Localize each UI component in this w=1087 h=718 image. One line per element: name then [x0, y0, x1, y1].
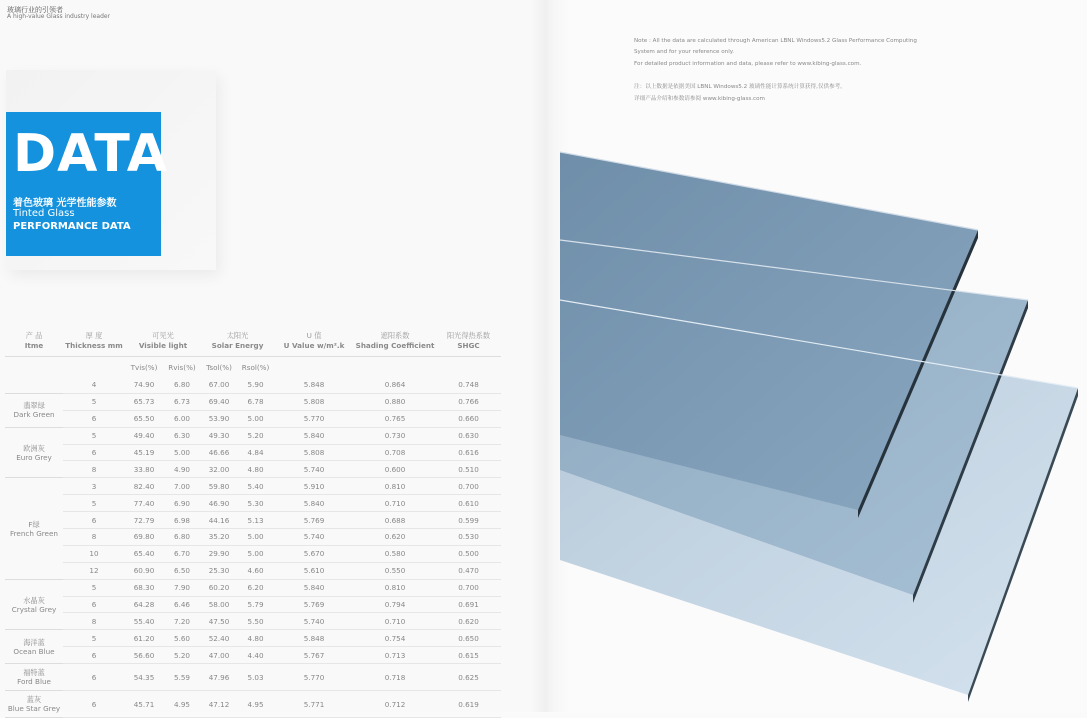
- shading-coefficient-cell: 0.765: [354, 410, 436, 427]
- header-visible-light: 可见光 Visible light: [138, 331, 188, 350]
- thickness-cell: 8: [63, 529, 125, 546]
- thickness-cell: 6: [63, 664, 125, 691]
- u-value-cell: 5.670: [274, 545, 354, 562]
- shgc-cell: 0.660: [436, 410, 501, 427]
- shading-coefficient-cell: 0.712: [354, 691, 436, 718]
- tsol-cell: 49.30: [201, 427, 237, 444]
- tsol-cell: 59.80: [201, 478, 237, 495]
- table-row: [5, 377, 501, 393]
- shgc-cell: 0.748: [436, 377, 501, 393]
- shgc-cell: 0.650: [436, 630, 501, 647]
- rsol-cell: 5.20: [237, 427, 274, 444]
- tvis-cell: 54.35: [125, 664, 163, 691]
- shgc-cell: 0.700: [436, 478, 501, 495]
- data-subtitle-en: Tinted Glass: [13, 208, 75, 219]
- note-en-line3: For detailed product information and data, please refer to www.kibing-glass.com.: [634, 61, 862, 67]
- note-en-line2: System and for your reference only.: [634, 49, 735, 55]
- u-value-cell: 5.769: [274, 596, 354, 613]
- tvis-cell: 56.60: [125, 647, 163, 664]
- tvis-cell: 60.90: [125, 562, 163, 579]
- product-name-en: Blue Star Grey: [7, 704, 61, 714]
- shading-coefficient-cell: 0.794: [354, 596, 436, 613]
- tvis-cell: 77.40: [125, 495, 163, 512]
- thickness-cell: 3: [63, 478, 125, 495]
- tvis-cell: 61.20: [125, 630, 163, 647]
- rvis-cell: 6.90: [163, 495, 201, 512]
- data-title-box: [6, 112, 169, 256]
- table-row: [5, 512, 501, 529]
- tvis-cell: 74.90: [125, 377, 163, 393]
- header-solar-energy: 太阳光 Solar Energy: [211, 331, 264, 350]
- product-name-zh: F绿: [28, 519, 40, 529]
- shading-coefficient-cell: 0.580: [354, 545, 436, 562]
- shading-coefficient-cell: 0.710: [354, 613, 436, 630]
- product-name-en: Crystal Grey: [11, 604, 57, 614]
- u-value-cell: 5.840: [274, 427, 354, 444]
- table-row: [5, 545, 501, 562]
- rvis-cell: 6.70: [163, 545, 201, 562]
- shading-coefficient-cell: 0.620: [354, 529, 436, 546]
- thickness-cell: 6: [63, 410, 125, 427]
- u-value-cell: 5.740: [274, 529, 354, 546]
- shading-coefficient-cell: 0.880: [354, 393, 436, 410]
- tvis-cell: 45.19: [125, 444, 163, 461]
- product-name-en: French Green: [10, 528, 58, 538]
- rsol-cell: 5.40: [237, 478, 274, 495]
- shgc-cell: 0.510: [436, 461, 501, 478]
- thickness-cell: 5: [63, 495, 125, 512]
- rsol-cell: 5.50: [237, 613, 274, 630]
- subheader-tvis: Tvis(%): [125, 357, 163, 378]
- rsol-cell: 4.84: [237, 444, 274, 461]
- u-value-cell: 5.848: [274, 377, 354, 393]
- table-row: [5, 444, 501, 461]
- rsol-cell: 5.90: [237, 377, 274, 393]
- rsol-cell: 6.78: [237, 393, 274, 410]
- shgc-cell: 0.630: [436, 427, 501, 444]
- rsol-cell: 6.20: [237, 579, 274, 596]
- product-name-en: Dark Green: [13, 410, 55, 420]
- thickness-cell: 6: [63, 691, 125, 718]
- rsol-cell: 5.00: [237, 410, 274, 427]
- rvis-cell: 7.00: [163, 478, 201, 495]
- product-name-zh: 福特蓝: [23, 668, 45, 678]
- left-page: [0, 0, 548, 712]
- table-row: [5, 691, 501, 718]
- subheader-rvis: Rvis(%): [163, 357, 201, 378]
- shading-coefficient-cell: 0.810: [354, 579, 436, 596]
- table-row: [5, 630, 501, 647]
- tsol-cell: 58.00: [201, 596, 237, 613]
- thickness-cell: 8: [63, 461, 125, 478]
- note-en-line1: Note : All the data are calculated through American LBNL Windows5.2 Glass Performance Computing: [634, 38, 917, 44]
- shading-coefficient-cell: 0.550: [354, 562, 436, 579]
- shgc-cell: 0.615: [436, 647, 501, 664]
- product-name-cell: [5, 478, 63, 579]
- rvis-cell: 5.20: [163, 647, 201, 664]
- thickness-cell: 5: [63, 393, 125, 410]
- table-row: [5, 613, 501, 630]
- shading-coefficient-cell: 0.708: [354, 444, 436, 461]
- product-name-zh: 翡翠绿: [23, 401, 45, 411]
- tsol-cell: 67.00: [201, 377, 237, 393]
- u-value-cell: 5.769: [274, 512, 354, 529]
- shading-coefficient-cell: 0.600: [354, 461, 436, 478]
- rsol-cell: 5.30: [237, 495, 274, 512]
- shgc-cell: 0.766: [436, 393, 501, 410]
- glass-panels-image: [548, 140, 1087, 712]
- data-subtitle-performance: PERFORMANCE DATA: [13, 221, 131, 232]
- tvis-cell: 65.40: [125, 545, 163, 562]
- table-row: [5, 596, 501, 613]
- thickness-cell: 10: [63, 545, 125, 562]
- subheader-tsol: Tsol(%): [201, 357, 237, 378]
- data-subtitle-zh: 着色玻璃 光学性能参数: [13, 198, 117, 209]
- table-row: [5, 562, 501, 579]
- rsol-cell: 5.79: [237, 596, 274, 613]
- header-shgc: 阳光得热系数 SHGC: [446, 331, 491, 350]
- u-value-cell: 5.740: [274, 613, 354, 630]
- rvis-cell: 6.80: [163, 377, 201, 393]
- shgc-cell: 0.610: [436, 495, 501, 512]
- shgc-cell: 0.500: [436, 545, 501, 562]
- product-name-cell: [5, 393, 63, 427]
- tvis-cell: 65.50: [125, 410, 163, 427]
- u-value-cell: 5.840: [274, 495, 354, 512]
- tsol-cell: 47.50: [201, 613, 237, 630]
- table-row: [5, 647, 501, 664]
- rsol-cell: 4.95: [237, 691, 274, 718]
- rvis-cell: 7.20: [163, 613, 201, 630]
- thickness-cell: 5: [63, 630, 125, 647]
- tvis-cell: 72.79: [125, 512, 163, 529]
- tvis-cell: 33.80: [125, 461, 163, 478]
- rvis-cell: 6.00: [163, 410, 201, 427]
- rvis-cell: 6.73: [163, 393, 201, 410]
- table-row: [5, 664, 501, 691]
- u-value-cell: 5.767: [274, 647, 354, 664]
- shgc-cell: 0.625: [436, 664, 501, 691]
- rvis-cell: 5.59: [163, 664, 201, 691]
- tsol-cell: 29.90: [201, 545, 237, 562]
- shading-coefficient-cell: 0.718: [354, 664, 436, 691]
- u-value-cell: 5.848: [274, 630, 354, 647]
- rsol-cell: 4.80: [237, 630, 274, 647]
- thickness-cell: 6: [63, 647, 125, 664]
- tsol-cell: 69.40: [201, 393, 237, 410]
- rsol-cell: 5.13: [237, 512, 274, 529]
- table-header-row: [5, 326, 501, 357]
- tvis-cell: 65.73: [125, 393, 163, 410]
- tsol-cell: 44.16: [201, 512, 237, 529]
- tsol-cell: 53.90: [201, 410, 237, 427]
- product-name-en: Ocean Blue: [13, 646, 55, 656]
- product-name-cell: [5, 691, 63, 718]
- data-title: DATA: [13, 124, 169, 184]
- rsol-cell: 5.00: [237, 545, 274, 562]
- tvis-cell: 69.80: [125, 529, 163, 546]
- tsol-cell: 35.20: [201, 529, 237, 546]
- rsol-cell: 5.03: [237, 664, 274, 691]
- tsol-cell: 47.00: [201, 647, 237, 664]
- product-name-cell: [5, 664, 63, 691]
- u-value-cell: 5.610: [274, 562, 354, 579]
- u-value-cell: 5.771: [274, 691, 354, 718]
- rvis-cell: 5.60: [163, 630, 201, 647]
- tvis-cell: 82.40: [125, 478, 163, 495]
- rvis-cell: 4.90: [163, 461, 201, 478]
- table-row: [5, 579, 501, 596]
- table-row: [5, 461, 501, 478]
- shading-coefficient-cell: 0.713: [354, 647, 436, 664]
- performance-table: [5, 326, 501, 718]
- thickness-cell: 12: [63, 562, 125, 579]
- tsol-cell: 60.20: [201, 579, 237, 596]
- u-value-cell: 5.770: [274, 410, 354, 427]
- brand-tagline-en: A high-value Glass industry leader: [7, 13, 111, 20]
- rvis-cell: 6.50: [163, 562, 201, 579]
- shgc-cell: 0.599: [436, 512, 501, 529]
- note-zh-line2: 详细产品介绍和参数请参阅 www.kibing-glass.com: [634, 96, 765, 102]
- tsol-cell: 47.12: [201, 691, 237, 718]
- thickness-cell: 4: [63, 377, 125, 393]
- header-u-value: U 值 U Value w/m².k: [283, 331, 345, 350]
- table-row: [5, 529, 501, 546]
- rvis-cell: 6.80: [163, 529, 201, 546]
- shgc-cell: 0.691: [436, 596, 501, 613]
- tsol-cell: 32.00: [201, 461, 237, 478]
- header-thickness: 厚 度 Thickness mm: [65, 331, 123, 350]
- rvis-cell: 4.95: [163, 691, 201, 718]
- table-row: [5, 427, 501, 444]
- rsol-cell: 4.40: [237, 647, 274, 664]
- subheader-rsol: Rsol(%): [237, 357, 274, 378]
- u-value-cell: 5.740: [274, 461, 354, 478]
- tvis-cell: 49.40: [125, 427, 163, 444]
- rvis-cell: 6.46: [163, 596, 201, 613]
- note-zh-line1: 注：以上数据是依据美国 LBNL Windows5.2 玻璃性能计算系统计算获得,仅供参考。: [634, 84, 846, 90]
- product-name-zh: 水晶灰: [23, 595, 45, 605]
- thickness-cell: 5: [63, 427, 125, 444]
- u-value-cell: 5.808: [274, 393, 354, 410]
- tsol-cell: 25.30: [201, 562, 237, 579]
- thickness-cell: 6: [63, 596, 125, 613]
- product-name-en: Ford Blue: [17, 677, 51, 687]
- thickness-cell: 6: [63, 512, 125, 529]
- brand-tagline-zh: 玻璃行业的引领者: [7, 6, 63, 14]
- product-name-cell: [5, 579, 63, 630]
- shgc-cell: 0.700: [436, 579, 501, 596]
- product-name-cell: [5, 377, 63, 393]
- product-name-zh: 蓝灰: [26, 695, 42, 705]
- product-name-en: Euro Grey: [16, 452, 52, 462]
- thickness-cell: 6: [63, 444, 125, 461]
- product-name-cell: [5, 630, 63, 664]
- product-name-zh: 欧洲灰: [23, 443, 45, 453]
- u-value-cell: 5.808: [274, 444, 354, 461]
- u-value-cell: 5.840: [274, 579, 354, 596]
- shading-coefficient-cell: 0.864: [354, 377, 436, 393]
- shgc-cell: 0.616: [436, 444, 501, 461]
- tvis-cell: 68.30: [125, 579, 163, 596]
- shading-coefficient-cell: 0.688: [354, 512, 436, 529]
- header-shading-coefficient: 遮阳系数 Shading Coefficient: [355, 331, 435, 350]
- table-row: [5, 478, 501, 495]
- shading-coefficient-cell: 0.710: [354, 495, 436, 512]
- thickness-cell: 5: [63, 579, 125, 596]
- rsol-cell: 4.80: [237, 461, 274, 478]
- tvis-cell: 45.71: [125, 691, 163, 718]
- rvis-cell: 6.30: [163, 427, 201, 444]
- table-body: [5, 377, 501, 718]
- shgc-cell: 0.530: [436, 529, 501, 546]
- product-name-zh: 海洋蓝: [23, 637, 45, 647]
- rsol-cell: 4.60: [237, 562, 274, 579]
- product-name-cell: [5, 427, 63, 478]
- rvis-cell: 7.90: [163, 579, 201, 596]
- tsol-cell: 47.96: [201, 664, 237, 691]
- tsol-cell: 46.66: [201, 444, 237, 461]
- table-row: [5, 393, 501, 410]
- table-subheader-row: [5, 357, 501, 378]
- u-value-cell: 5.770: [274, 664, 354, 691]
- shgc-cell: 0.619: [436, 691, 501, 718]
- rvis-cell: 5.00: [163, 444, 201, 461]
- rvis-cell: 6.98: [163, 512, 201, 529]
- tsol-cell: 46.90: [201, 495, 237, 512]
- shading-coefficient-cell: 0.754: [354, 630, 436, 647]
- shading-coefficient-cell: 0.810: [354, 478, 436, 495]
- shgc-cell: 0.620: [436, 613, 501, 630]
- shgc-cell: 0.470: [436, 562, 501, 579]
- u-value-cell: 5.910: [274, 478, 354, 495]
- shading-coefficient-cell: 0.730: [354, 427, 436, 444]
- tsol-cell: 52.40: [201, 630, 237, 647]
- thickness-cell: 8: [63, 613, 125, 630]
- rsol-cell: 5.00: [237, 529, 274, 546]
- header-item: 产 品 Itme: [24, 331, 44, 350]
- tvis-cell: 64.28: [125, 596, 163, 613]
- table-row: [5, 410, 501, 427]
- tvis-cell: 55.40: [125, 613, 163, 630]
- table-row: [5, 495, 501, 512]
